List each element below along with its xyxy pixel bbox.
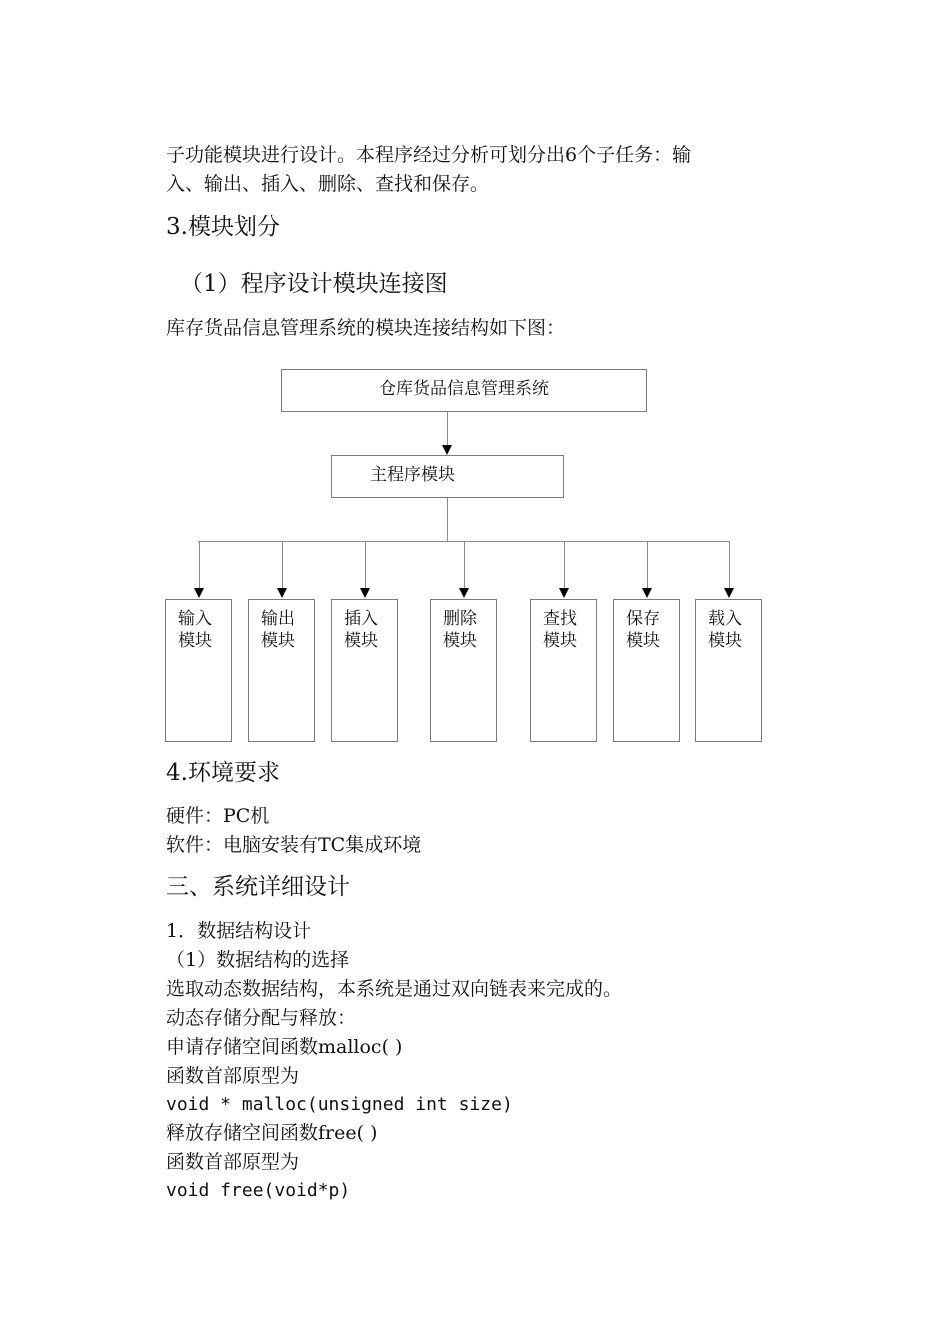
proto-label-2: 函数首部原型为 — [166, 1151, 300, 1173]
heading-detail: 三、系统详细设计 — [166, 874, 350, 900]
malloc-proto: void * malloc(unsigned int size) — [166, 1094, 513, 1115]
intro-line-2: 入、输出、插入、删除、查找和保存。 — [166, 173, 490, 195]
connector-bus-module — [729, 541, 730, 589]
diagram-caption: 库存货品信息管理系统的模块连接结构如下图： — [166, 317, 566, 339]
module-box — [331, 599, 398, 742]
arrow-down-icon — [194, 588, 204, 598]
module-box — [248, 599, 315, 742]
arrow-down-icon — [277, 588, 287, 598]
module-label: 查找模块 — [543, 609, 577, 651]
ds-choice: （1）数据结构的选择 — [166, 949, 350, 971]
connector-root-main — [447, 412, 448, 446]
heading-env: 4.环境要求 — [166, 760, 280, 786]
ds-desc: 选取动态数据结构，本系统是通过双向链表来完成的。 — [166, 978, 623, 1000]
module-label: 输入模块 — [178, 609, 212, 651]
module-box — [613, 599, 680, 742]
arrow-down-icon — [642, 588, 652, 598]
connector-bus-module — [282, 541, 283, 589]
arrow-down-icon — [724, 588, 734, 598]
connector-bus-module — [365, 541, 366, 589]
intro-line-1: 子功能模块进行设计。本程序经过分析可划分出6个子任务：输 — [166, 144, 692, 166]
malloc-desc: 申请存储空间函数malloc( ) — [166, 1036, 403, 1058]
module-label: 保存模块 — [626, 609, 660, 651]
connector-bus-module — [199, 541, 200, 589]
module-box — [695, 599, 762, 742]
arrow-down-icon — [459, 588, 469, 598]
module-label: 载入模块 — [708, 609, 742, 651]
free-desc: 释放存储空间函数free( ) — [166, 1122, 378, 1144]
proto-label-1: 函数首部原型为 — [166, 1065, 300, 1087]
module-box — [530, 599, 597, 742]
heading-diagram: （1）程序设计模块连接图 — [180, 271, 448, 297]
module-box — [165, 599, 232, 742]
software-line: 软件：电脑安装有TC集成环境 — [166, 834, 422, 856]
arrow-down-icon — [360, 588, 370, 598]
hardware-line: 硬件：PC机 — [166, 805, 270, 827]
root-box — [281, 369, 647, 412]
module-label: 删除模块 — [443, 609, 477, 651]
connector-bus-module — [464, 541, 465, 589]
arrow-down-icon — [559, 588, 569, 598]
module-label: 输出模块 — [261, 609, 295, 651]
free-proto: void free(void*p) — [166, 1180, 351, 1201]
ds-design: 1．数据结构设计 — [166, 920, 312, 942]
heading-modules: 3.模块划分 — [166, 214, 280, 240]
connector-bus-module — [647, 541, 648, 589]
arrow-down-icon — [442, 445, 452, 455]
dyn-alloc: 动态存储分配与释放： — [166, 1007, 357, 1029]
root-label: 仓库货品信息管理系统 — [379, 379, 549, 399]
main-label: 主程序模块 — [370, 465, 455, 485]
main-box — [331, 455, 564, 498]
connector-bus-module — [564, 541, 565, 589]
module-label: 插入模块 — [344, 609, 378, 651]
connector-main-bus — [447, 498, 448, 541]
module-box — [430, 599, 497, 742]
